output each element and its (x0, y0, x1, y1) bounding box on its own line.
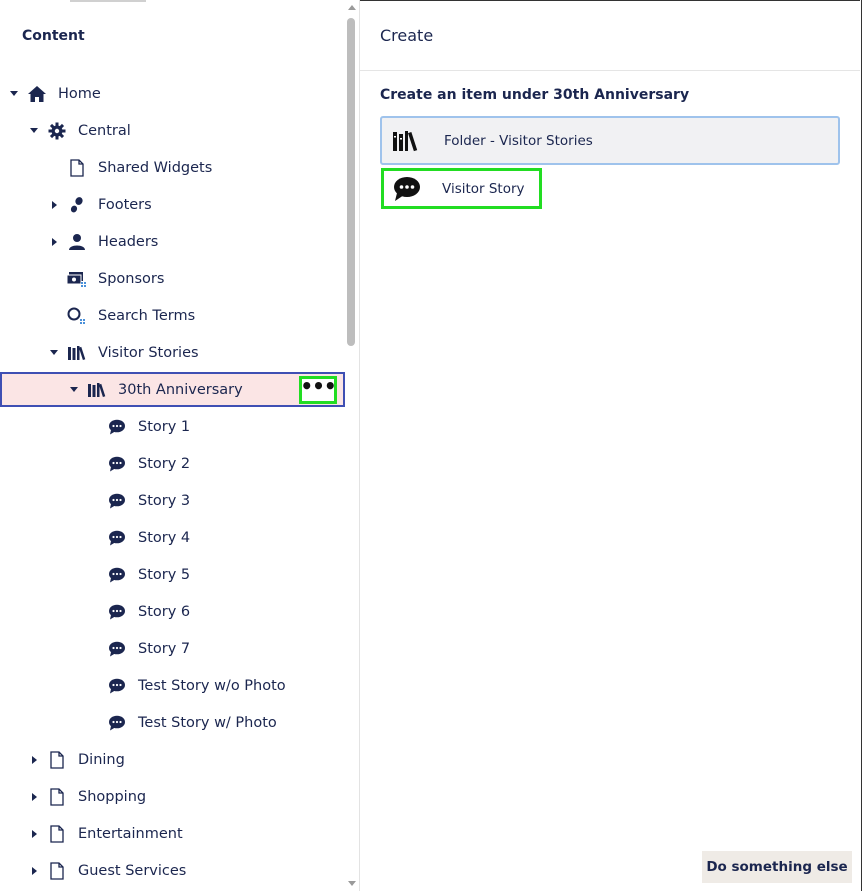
tree-item-central[interactable] (0, 112, 345, 149)
create-title: Create (380, 26, 434, 45)
tree-item-label: Story 6 (138, 603, 191, 620)
caret-down-icon[interactable] (66, 382, 82, 398)
tree-item-label: Test Story w/o Photo (138, 677, 286, 694)
caret-spacer (46, 308, 62, 324)
caret-spacer (86, 641, 102, 657)
tree-item-label: Shared Widgets (98, 159, 213, 176)
option-label: Folder - Visitor Stories (444, 132, 593, 149)
caret-spacer (86, 493, 102, 509)
caret-right-icon[interactable] (26, 863, 42, 879)
tree-item-shopping[interactable] (0, 778, 345, 815)
create-panel (360, 0, 862, 891)
chat-icon (106, 602, 128, 622)
caret-spacer (86, 604, 102, 620)
caret-right-icon[interactable] (46, 197, 62, 213)
tree-item-label: Footers (98, 196, 152, 213)
scroll-thumb[interactable] (347, 18, 355, 346)
option-visitor-story[interactable] (381, 168, 542, 209)
tree-item-label: Headers (98, 233, 159, 250)
caret-right-icon[interactable] (26, 752, 42, 768)
footprint-icon (66, 195, 88, 215)
tree-item-label: Search Terms (98, 307, 196, 324)
panel-title: Content (22, 28, 85, 44)
tree-item-test-story-w-photo[interactable] (0, 704, 345, 741)
tree-item-label: Story 5 (138, 566, 191, 583)
gear-icon (46, 121, 68, 141)
tree-item-guest-services[interactable] (0, 852, 345, 889)
more-horizontal-icon: ••• (300, 374, 336, 398)
chat-icon (106, 565, 128, 585)
create-header (360, 0, 860, 71)
tree-item-label: Central (78, 122, 131, 139)
caret-spacer (86, 567, 102, 583)
tree-item-sponsors[interactable] (0, 260, 345, 297)
content-tree (0, 75, 345, 889)
content-tree-panel (0, 0, 360, 891)
chat-icon (390, 175, 424, 203)
caret-spacer (86, 419, 102, 435)
tree-item-label: Visitor Stories (98, 344, 199, 361)
home-icon (26, 84, 48, 104)
chat-icon (106, 417, 128, 437)
chat-icon (106, 528, 128, 548)
caret-spacer (46, 271, 62, 287)
tree-item-30th-anniversary[interactable] (0, 372, 345, 407)
search-grid-icon (66, 306, 88, 326)
person-icon (66, 232, 88, 252)
tree-item-search-terms[interactable] (0, 297, 345, 334)
scroll-down-arrow[interactable] (348, 881, 356, 886)
tree-item-story-2[interactable] (0, 445, 345, 482)
page-icon (46, 787, 68, 807)
tree-item-label: Story 4 (138, 529, 191, 546)
option-folder-visitor-stories[interactable] (380, 116, 840, 165)
tree-item-story-5[interactable] (0, 556, 345, 593)
caret-right-icon[interactable] (46, 234, 62, 250)
tree-item-dining[interactable] (0, 741, 345, 778)
tree-item-label: Story 2 (138, 455, 191, 472)
top-divider (70, 0, 146, 2)
tree-item-shared-widgets[interactable] (0, 149, 345, 186)
library-icon (66, 343, 88, 363)
do-something-else-button[interactable]: Do something else (702, 851, 852, 883)
tree-item-label: Shopping (78, 788, 147, 805)
chat-icon (106, 454, 128, 474)
caret-down-icon[interactable] (46, 345, 62, 361)
tree-item-label: Home (58, 85, 101, 102)
tree-item-story-4[interactable] (0, 519, 345, 556)
caret-spacer (46, 160, 62, 176)
caret-right-icon[interactable] (26, 789, 42, 805)
tree-item-label: Test Story w/ Photo (138, 714, 277, 731)
caret-right-icon[interactable] (26, 826, 42, 842)
chat-icon (106, 713, 128, 733)
caret-down-icon[interactable] (6, 86, 22, 102)
tree-item-label: Sponsors (98, 270, 165, 287)
money-icon (66, 269, 88, 289)
tree-item-home[interactable] (0, 75, 345, 112)
page-icon (46, 824, 68, 844)
caret-spacer (86, 530, 102, 546)
tree-item-label: Story 7 (138, 640, 191, 657)
scroll-up-arrow[interactable] (348, 5, 356, 10)
library-icon (86, 380, 108, 400)
library-icon (390, 127, 424, 155)
tree-scrollbar[interactable] (345, 0, 359, 891)
create-subtitle: Create an item under 30th Anniversary (380, 87, 690, 103)
caret-spacer (86, 678, 102, 694)
tree-item-label: Story 1 (138, 418, 191, 435)
caret-spacer (86, 456, 102, 472)
tree-item-test-story-w-o-photo[interactable] (0, 667, 345, 704)
tree-item-story-7[interactable] (0, 630, 345, 667)
tree-item-label: Dining (78, 751, 125, 768)
caret-down-icon[interactable] (26, 123, 42, 139)
tree-item-label: Story 3 (138, 492, 191, 509)
tree-item-entertainment[interactable] (0, 815, 345, 852)
tree-item-label: 30th Anniversary (118, 381, 243, 398)
page-icon (46, 750, 68, 770)
chat-icon (106, 639, 128, 659)
tree-item-story-1[interactable] (0, 408, 345, 445)
option-label: Visitor Story (442, 180, 525, 197)
tree-item-footers[interactable] (0, 186, 345, 223)
tree-item-headers[interactable] (0, 223, 345, 260)
page-icon (66, 158, 88, 178)
tree-item-visitor-stories[interactable] (0, 334, 345, 371)
chat-icon (106, 676, 128, 696)
tree-item-label: Guest Services (78, 862, 187, 879)
tree-item-story-6[interactable] (0, 593, 345, 630)
tree-item-story-3[interactable] (0, 482, 345, 519)
page-icon (46, 861, 68, 881)
chat-icon (106, 491, 128, 511)
more-actions-button[interactable] (299, 376, 337, 404)
tree-item-label: Entertainment (78, 825, 183, 842)
caret-spacer (86, 715, 102, 731)
